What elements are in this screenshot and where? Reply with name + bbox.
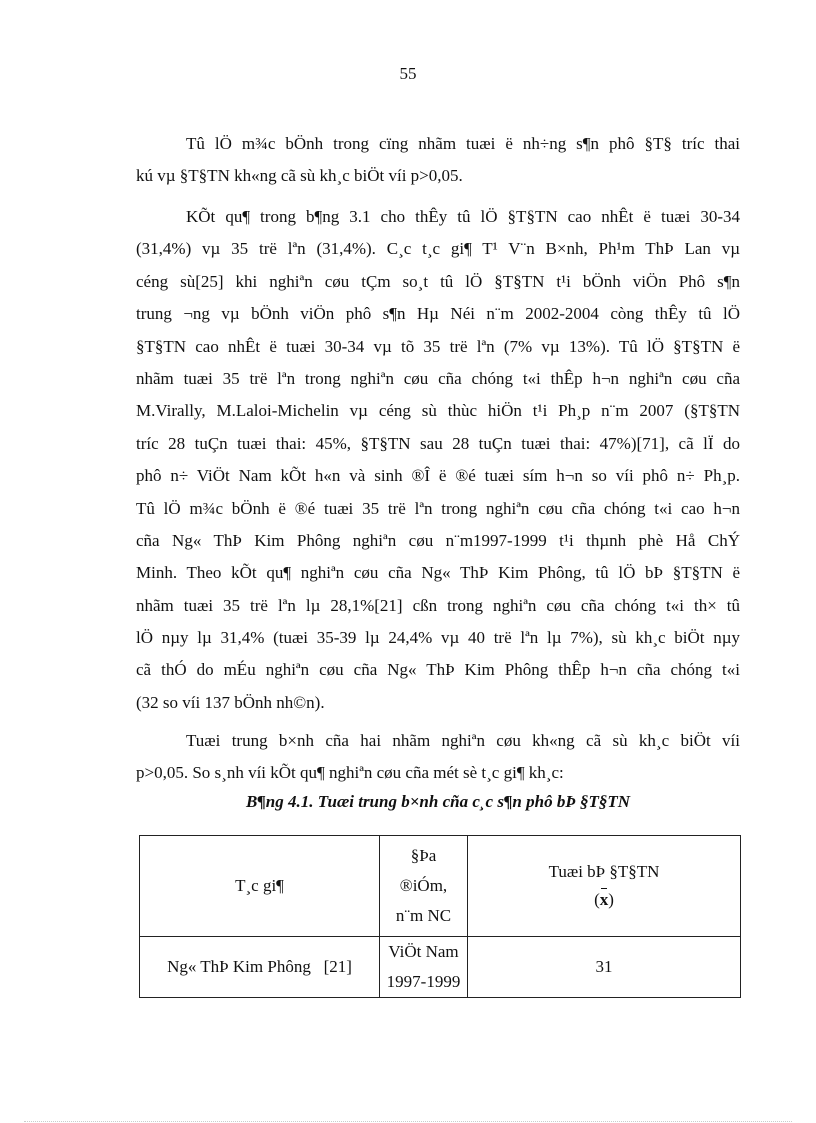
text-line: nhãm tuæi 35 trë lªn trong nghiªn cøu cña chóng t«i thÊp h¬n nghiªn cøu cña [136, 368, 740, 388]
place-year-line: ViÖt Nam [388, 942, 459, 961]
text-line: cña Ng« ThÞ Kim Phông nghiªn cøu n¨m1997-1999 t¹i thµnh phè Hå ChÝ [136, 530, 740, 550]
header-author: T¸c gi¶ [140, 836, 380, 937]
text-line: Tû lÖ m¾c bÖnh trong cïng nhãm tuæi ë nh÷ng s¶n phô §T§ tríc thai [186, 134, 740, 153]
page-number: 55 [399, 64, 417, 83]
page-bottom-divider [24, 1121, 792, 1122]
author-ref: [21] [323, 957, 352, 976]
place-year-line: 1997-1999 [386, 972, 461, 991]
text-line: nhãm tuæi 35 trë lªn lµ 28,1%[21] cßn trong nghiªn cøu cña chóng t«i th× tû [136, 595, 740, 615]
paragraph-1 [136, 128, 740, 193]
text-line: phô n÷ ViÖt Nam kÕt h«n và sinh ®Î ë ®é tuæi sím h¬n so víi phô n÷ Ph¸p. [136, 466, 740, 486]
text-line: Minh. Theo kÕt qu¶ nghiªn cøu cña Ng« ThÞ Kim Phông, tû lÖ bÞ §T§TN ë [136, 563, 740, 583]
text-line: kú vµ §T§TN kh«ng cã sù kh¸c biÖt víi p>0,05. [136, 166, 463, 186]
text-line: p>0,05. So s¸nh víi kÕt qu¶ nghiªn cøu cña mét sè t¸c gi¶ kh¸c: [136, 763, 564, 783]
mean-symbol [472, 888, 736, 910]
cell-mean-age: 31 [468, 937, 741, 998]
mean-age-table [139, 835, 741, 998]
table-header-row [140, 836, 741, 937]
text-line: §T§TN cao nhÊt ë tuæi 30-34 vµ tõ 35 trë lªn (7% vµ 13%). Tû lÖ §T§TN ë [136, 336, 740, 356]
header-mean-age [468, 836, 741, 937]
header-place-year [380, 836, 468, 937]
author-name: Ng« ThÞ Kim Phông [167, 957, 311, 976]
text-line: cã thÓ do mÉu nghiªn cøu cña Ng« ThÞ Kim Phông thÊp h¬n cña chóng t«i [136, 660, 740, 680]
cell-place-year [380, 937, 468, 998]
header-place-year-line: n¨m NC [395, 906, 452, 925]
paragraph-3 [136, 725, 740, 790]
text-line: Tû lÖ m¾c bÖnh ë ®é tuæi 35 trë lªn trong nghiªn cøu cña chóng t«i cao h¬n [136, 498, 740, 518]
text-line: M.Virally, M.Laloi-Michelin vµ céng sù thùc hiÖn t¹i Ph¸p n¨m 2007 (§T§TN [136, 401, 740, 421]
table-row [140, 937, 741, 998]
x-bar-symbol [600, 888, 609, 910]
paren-open: ( [594, 890, 600, 909]
x-symbol: x [599, 890, 609, 909]
paren-close: ) [608, 890, 614, 909]
text-line: (31,4%) vµ 35 trë lªn (31,4%). C¸c t¸c gi¶ T¹ V¨n B×nh, Ph¹m ThÞ Lan vµ [136, 239, 740, 259]
text-line: lÖ nµy lµ 31,4% (tuæi 35-39 lµ 24,4% vµ 40 trë lªn lµ 7%), sù kh¸c biÖt nµy [136, 628, 740, 648]
table-caption: B¶ng 4.1. Tuæi trung b×nh cña c¸c s¶n phô bÞ §T§TN [245, 792, 631, 811]
header-place-year-line: ®iÓm, [399, 876, 448, 895]
text-line: tríc 28 tuÇn tuæi thai: 45%, §T§TN sau 28 tuÇn tuæi thai: 47%)[71], cã lÏ do [136, 433, 740, 453]
cell-author [140, 937, 380, 998]
text-line: KÕt qu¶ trong b¶ng 3.1 cho thÊy tû lÖ §T§TN cao nhÊt ë tuæi 30-34 [186, 207, 740, 226]
text-line: trung ¬ng vµ bÖnh viÖn phô s¶n Hµ Néi n¨m 2002-2004 còng thÊy tû lÖ [136, 304, 740, 324]
paragraph-2 [136, 201, 740, 719]
text-line: Tuæi trung b×nh cña hai nhãm nghiªn cøu kh«ng cã sù kh¸c biÖt víi [186, 731, 740, 750]
header-place-year-line: §Þa [410, 846, 437, 865]
text-line: (32 so víi 137 bÖnh nh©n). [136, 692, 325, 712]
header-mean-age-label: Tuæi bÞ §T§TN [548, 862, 660, 881]
text-line: céng sù[25] khi nghiªn cøu tÇm so¸t tû lÖ §T§TN t¹i bÖnh viÖn Phô s¶n [136, 271, 740, 291]
